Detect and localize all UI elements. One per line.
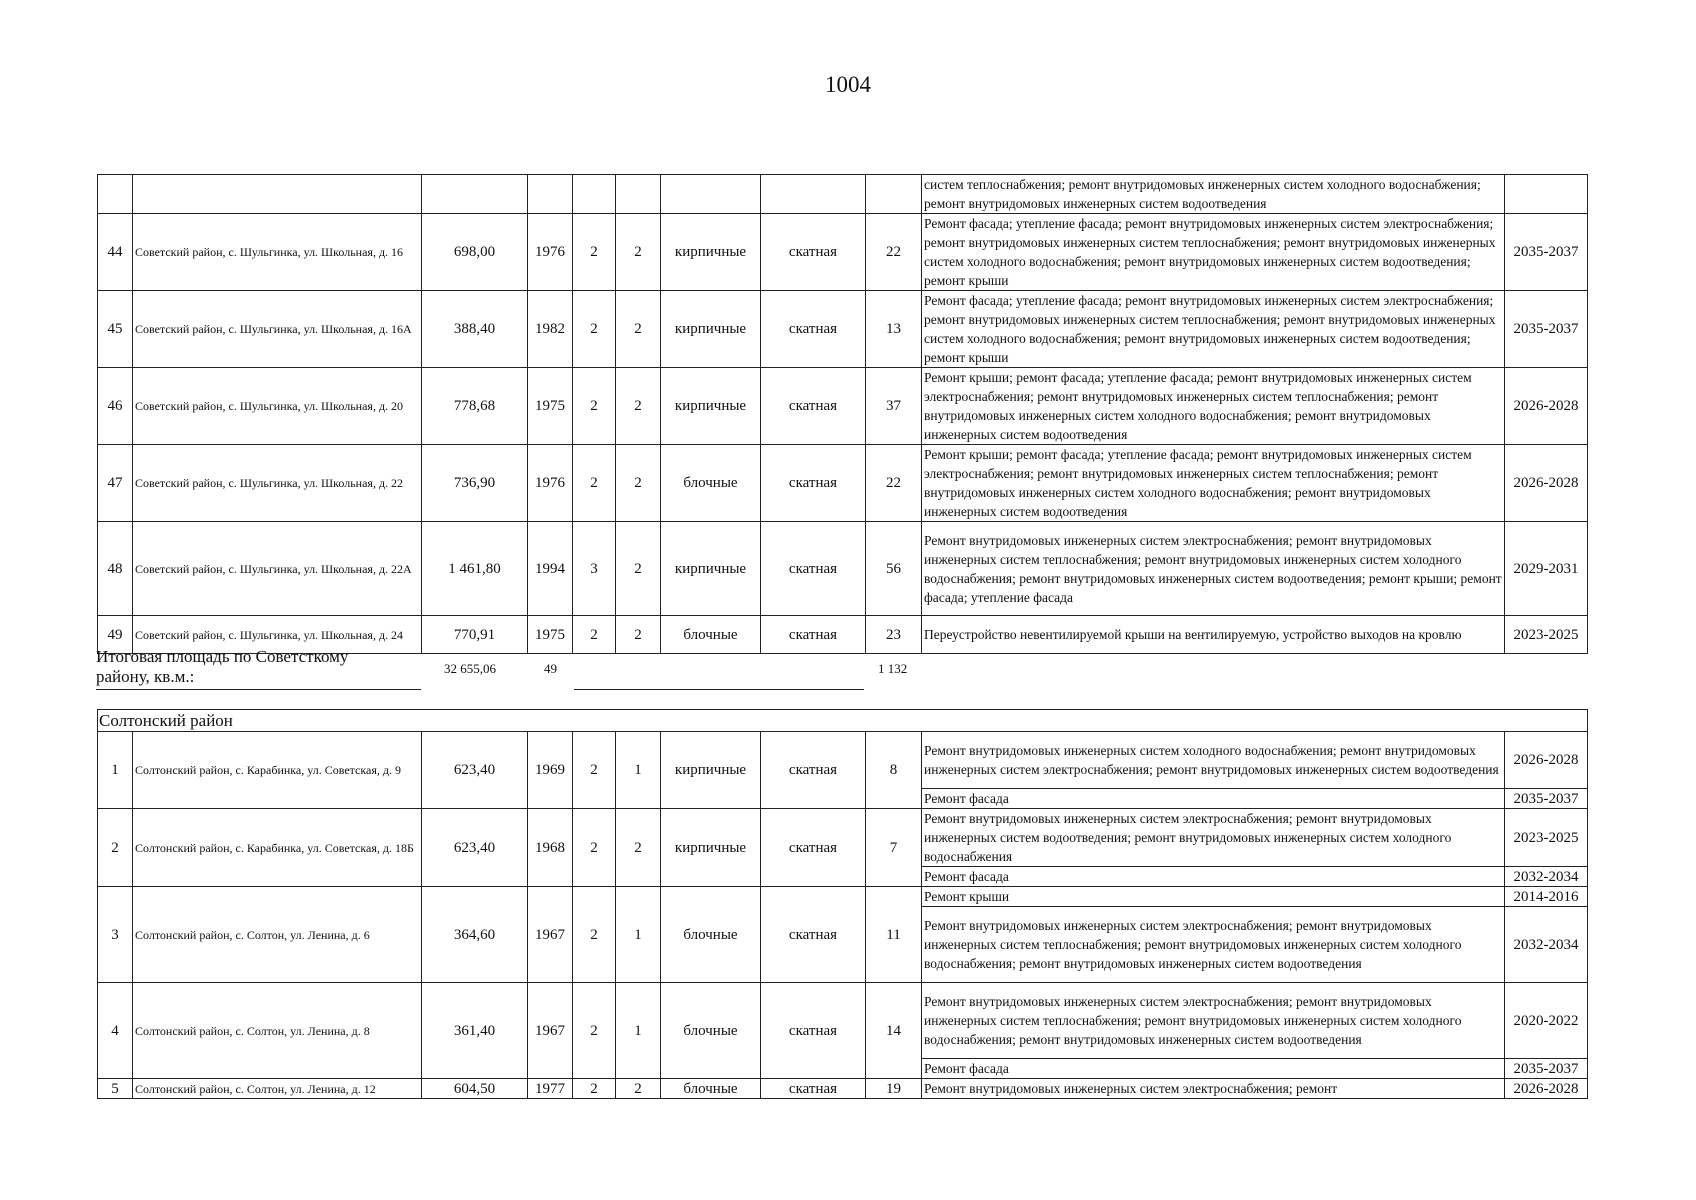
address: Солтонский район, с. Солтон, ул. Ленина, д. 12 bbox=[133, 1079, 422, 1099]
period: 2029-2031 bbox=[1505, 522, 1588, 616]
row-number: 5 bbox=[98, 1079, 133, 1099]
period: 2032-2034 bbox=[1505, 907, 1588, 983]
year: 1967 bbox=[528, 983, 573, 1079]
entrances: 1 bbox=[616, 887, 661, 983]
summary-total-area: 32 655,06 bbox=[444, 661, 496, 676]
row-number: 44 bbox=[98, 214, 133, 291]
floors: 2 bbox=[573, 368, 616, 445]
address: Солтонский район, с. Карабинка, ул. Советская, д. 9 bbox=[133, 732, 422, 809]
address: Солтонский район, с. Карабинка, ул. Советская, д. 18Б bbox=[133, 809, 422, 887]
floors: 2 bbox=[573, 291, 616, 368]
summary-count: 49 bbox=[544, 661, 557, 676]
area: 778,68 bbox=[422, 368, 528, 445]
works: Ремонт крыши; ремонт фасада; утепление фасада; ремонт внутридомовых инженерных систем электроснабжения; ремонт внутридомовых инженерных систем теплоснабжения; ремонт внутридомовых инженерных систем холодного водоснабжения; ремонт внутридомовых инженерных систем водоотведения bbox=[922, 368, 1505, 445]
residents: 13 bbox=[866, 291, 922, 368]
works: Ремонт фасада bbox=[922, 789, 1505, 809]
floors: 2 bbox=[573, 616, 616, 654]
roof: скатная bbox=[761, 368, 866, 445]
roof: скатная bbox=[761, 887, 866, 983]
entrances: 2 bbox=[616, 291, 661, 368]
period: 2026-2028 bbox=[1505, 445, 1588, 522]
summary-label: Итоговая площадь по Советсткому району, кв.м.: bbox=[96, 647, 349, 686]
works: Переустройство невентилируемой крыши на вентилируемую, устройство выходов на кровлю bbox=[922, 616, 1505, 654]
area: 698,00 bbox=[422, 214, 528, 291]
summary-residents: 1 132 bbox=[878, 661, 908, 676]
district-header: Солтонский район bbox=[98, 710, 1588, 732]
period: 2023-2025 bbox=[1505, 809, 1588, 867]
entrances: 2 bbox=[616, 214, 661, 291]
period: 2035-2037 bbox=[1505, 291, 1588, 368]
walls: кирпичные bbox=[661, 368, 761, 445]
area: 364,60 bbox=[422, 887, 528, 983]
row-number: 46 bbox=[98, 368, 133, 445]
residents: 11 bbox=[866, 887, 922, 983]
year: 1967 bbox=[528, 887, 573, 983]
floors: 2 bbox=[573, 983, 616, 1079]
residents: 19 bbox=[866, 1079, 922, 1099]
residents: 23 bbox=[866, 616, 922, 654]
area: 604,50 bbox=[422, 1079, 528, 1099]
year: 1982 bbox=[528, 291, 573, 368]
works: Ремонт крыши bbox=[922, 887, 1505, 907]
period: 2035-2037 bbox=[1505, 789, 1588, 809]
table-row bbox=[98, 1079, 1588, 1099]
works: Ремонт внутридомовых инженерных систем электроснабжения; ремонт внутридомовых инженерных систем теплоснабжения; ремонт внутридомовых инженерных систем холодного водоснабжения; ремонт внутридомовых инженерных систем водоотведения bbox=[922, 983, 1505, 1059]
area: 388,40 bbox=[422, 291, 528, 368]
entrances: 2 bbox=[616, 1079, 661, 1099]
year: 1968 bbox=[528, 809, 573, 887]
address: Советский район, с. Шульгинка, ул. Школьная, д. 16А bbox=[133, 291, 422, 368]
row-number: 47 bbox=[98, 445, 133, 522]
address: Советский район, с. Шульгинка, ул. Школьная, д. 22 bbox=[133, 445, 422, 522]
area: 361,40 bbox=[422, 983, 528, 1079]
table-row bbox=[98, 368, 1588, 445]
entrances: 1 bbox=[616, 983, 661, 1079]
floors: 2 bbox=[573, 445, 616, 522]
row-number: 48 bbox=[98, 522, 133, 616]
floors: 2 bbox=[573, 809, 616, 887]
table-row bbox=[98, 809, 1588, 867]
address: Советский район, с. Шульгинка, ул. Школьная, д. 22А bbox=[133, 522, 422, 616]
year: 1969 bbox=[528, 732, 573, 809]
entrances: 2 bbox=[616, 368, 661, 445]
works: Ремонт внутридомовых инженерных систем холодного водоснабжения; ремонт внутридомовых инженерных систем электроснабжения; ремонт внутридомовых инженерных систем водоотведения bbox=[922, 732, 1505, 789]
year: 1994 bbox=[528, 522, 573, 616]
period: 2026-2028 bbox=[1505, 1079, 1588, 1099]
walls: кирпичные bbox=[661, 214, 761, 291]
page-number: 1004 bbox=[825, 72, 871, 97]
row-number: 3 bbox=[98, 887, 133, 983]
year: 1976 bbox=[528, 214, 573, 291]
residents: 8 bbox=[866, 732, 922, 809]
row-number: 49 bbox=[98, 616, 133, 654]
row-number: 45 bbox=[98, 291, 133, 368]
year: 1976 bbox=[528, 445, 573, 522]
table-row bbox=[98, 445, 1588, 522]
table-row bbox=[98, 522, 1588, 616]
works: Ремонт внутридомовых инженерных систем электроснабжения; ремонт bbox=[922, 1079, 1505, 1099]
works: Ремонт фасада bbox=[922, 1059, 1505, 1079]
entrances: 2 bbox=[616, 616, 661, 654]
period: 2026-2028 bbox=[1505, 368, 1588, 445]
walls: блочные bbox=[661, 983, 761, 1079]
period: 2014-2016 bbox=[1505, 887, 1588, 907]
row-number: 4 bbox=[98, 983, 133, 1079]
residents: 14 bbox=[866, 983, 922, 1079]
walls: блочные bbox=[661, 616, 761, 654]
entrances: 1 bbox=[616, 732, 661, 809]
floors: 3 bbox=[573, 522, 616, 616]
table-row bbox=[98, 291, 1588, 368]
residents: 56 bbox=[866, 522, 922, 616]
address: Солтонский район, с. Солтон, ул. Ленина, д. 6 bbox=[133, 887, 422, 983]
entrances: 2 bbox=[616, 522, 661, 616]
roof: скатная bbox=[761, 291, 866, 368]
roof: скатная bbox=[761, 522, 866, 616]
roof: скатная bbox=[761, 445, 866, 522]
table-row bbox=[98, 214, 1588, 291]
period: 2020-2022 bbox=[1505, 983, 1588, 1059]
area: 736,90 bbox=[422, 445, 528, 522]
works: Ремонт внутридомовых инженерных систем электроснабжения; ремонт внутридомовых инженерных систем теплоснабжения; ремонт внутридомовых инженерных систем холодного водоснабжения; ремонт внутридомовых инженерных систем водоотведения; ремонт крыши; ремонт фасада; утепление фасада bbox=[922, 522, 1505, 616]
year: 1977 bbox=[528, 1079, 573, 1099]
table-row bbox=[98, 887, 1588, 907]
address: Советский район, с. Шульгинка, ул. Школьная, д. 24 bbox=[133, 616, 422, 654]
period: 2032-2034 bbox=[1505, 867, 1588, 887]
floors: 2 bbox=[573, 887, 616, 983]
address: Советский район, с. Шульгинка, ул. Школьная, д. 20 bbox=[133, 368, 422, 445]
period: 2026-2028 bbox=[1505, 732, 1588, 789]
entrances: 2 bbox=[616, 809, 661, 887]
area: 623,40 bbox=[422, 809, 528, 887]
year: 1975 bbox=[528, 616, 573, 654]
address: Советский район, с. Шульгинка, ул. Школьная, д. 16 bbox=[133, 214, 422, 291]
row-number: 1 bbox=[98, 732, 133, 809]
floors: 2 bbox=[573, 214, 616, 291]
walls: кирпичные bbox=[661, 522, 761, 616]
continuation-works: систем теплоснабжения; ремонт внутридомовых инженерных систем холодного водоснабжения; ремонт внутридомовых инженерных систем водоотведения bbox=[922, 175, 1505, 214]
roof: скатная bbox=[761, 214, 866, 291]
table-row bbox=[98, 732, 1588, 789]
walls: блочные bbox=[661, 445, 761, 522]
residents: 37 bbox=[866, 368, 922, 445]
roof: скатная bbox=[761, 732, 866, 809]
address: Солтонский район, с. Солтон, ул. Ленина, д. 8 bbox=[133, 983, 422, 1079]
works: Ремонт крыши; ремонт фасада; утепление фасада; ремонт внутридомовых инженерных систем электроснабжения; ремонт внутридомовых инженерных систем теплоснабжения; ремонт внутридомовых инженерных систем холодного водоснабжения; ремонт внутридомовых инженерных систем водоотведения bbox=[922, 445, 1505, 522]
roof: скатная bbox=[761, 1079, 866, 1099]
district-summary bbox=[96, 647, 1436, 689]
period: 2035-2037 bbox=[1505, 1059, 1588, 1079]
area: 623,40 bbox=[422, 732, 528, 809]
top-table bbox=[97, 174, 1588, 654]
continuation-row bbox=[98, 175, 1588, 214]
floors: 2 bbox=[573, 1079, 616, 1099]
bottom-table bbox=[97, 709, 1588, 1099]
residents: 7 bbox=[866, 809, 922, 887]
walls: кирпичные bbox=[661, 809, 761, 887]
works: Ремонт фасада; утепление фасада; ремонт внутридомовых инженерных систем электроснабжения; ремонт внутридомовых инженерных систем теплоснабжения; ремонт внутридомовых инженерных систем холодного водоснабжения; ремонт внутридомовых инженерных систем водоотведения; ремонт крыши bbox=[922, 214, 1505, 291]
row-number: 2 bbox=[98, 809, 133, 887]
residents: 22 bbox=[866, 445, 922, 522]
walls: блочные bbox=[661, 887, 761, 983]
walls: кирпичные bbox=[661, 732, 761, 809]
walls: блочные bbox=[661, 1079, 761, 1099]
works: Ремонт фасада; утепление фасада; ремонт внутридомовых инженерных систем электроснабжения; ремонт внутридомовых инженерных систем теплоснабжения; ремонт внутридомовых инженерных систем холодного водоснабжения; ремонт внутридомовых инженерных систем водоотведения; ремонт крыши bbox=[922, 291, 1505, 368]
year: 1975 bbox=[528, 368, 573, 445]
works: Ремонт фасада bbox=[922, 867, 1505, 887]
district-header-row bbox=[98, 710, 1588, 732]
works: Ремонт внутридомовых инженерных систем электроснабжения; ремонт внутридомовых инженерных систем теплоснабжения; ремонт внутридомовых инженерных систем холодного водоснабжения; ремонт внутридомовых инженерных систем водоотведения bbox=[922, 907, 1505, 983]
roof: скатная bbox=[761, 983, 866, 1079]
roof: скатная bbox=[761, 616, 866, 654]
area: 1 461,80 bbox=[422, 522, 528, 616]
period: 2023-2025 bbox=[1505, 616, 1588, 654]
period: 2035-2037 bbox=[1505, 214, 1588, 291]
area: 770,91 bbox=[422, 616, 528, 654]
table-row bbox=[98, 983, 1588, 1059]
walls: кирпичные bbox=[661, 291, 761, 368]
floors: 2 bbox=[573, 732, 616, 809]
entrances: 2 bbox=[616, 445, 661, 522]
roof: скатная bbox=[761, 809, 866, 887]
residents: 22 bbox=[866, 214, 922, 291]
works: Ремонт внутридомовых инженерных систем электроснабжения; ремонт внутридомовых инженерных систем водоотведения; ремонт внутридомовых инженерных систем холодного водоснабжения bbox=[922, 809, 1505, 867]
